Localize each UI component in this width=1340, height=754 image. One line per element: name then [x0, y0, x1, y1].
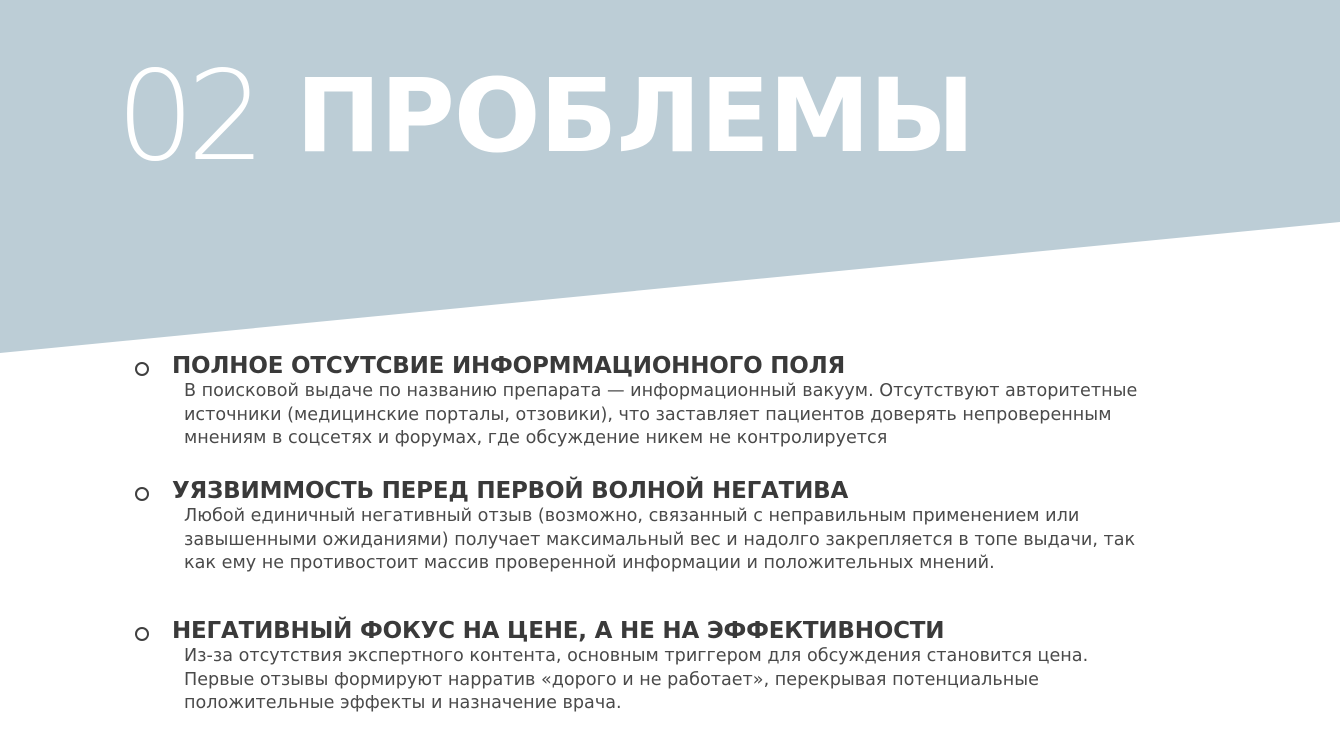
problem-description-line: Любой единичный негативный отзыв (возможно, связанный с неправильным применением или — [184, 506, 1080, 526]
problem-description-line: завышенными ожиданиями) получает максимальный вес и надолго закрепляется в топе выдачи, так — [184, 529, 1136, 550]
problem-description-line: положительные эффекты и назначение врача. — [184, 693, 622, 713]
problem-description — [184, 380, 1294, 451]
problem-description — [184, 645, 1294, 716]
problem-description-line: Первые отзывы формируют нарратив «дорого и не работает», перекрывая потенциальные — [184, 669, 1039, 690]
problem-description-line: как ему не противостоит массив проверенной информации и положительных мнений. — [184, 553, 995, 573]
hollow-circle-bullet-icon — [135, 362, 149, 376]
problem-description-line: Из-за отсутствия экспертного контента, основным триггером для обсуждения становится цена. — [184, 646, 1089, 666]
problem-description-line: мнениям в соцсетях и форумах, где обсуждение никем не контролируется — [184, 428, 888, 448]
problem-description-line: В поисковой выдаче по названию препарата — информационный вакуум. Отсутствуют авторитетные — [184, 381, 1138, 401]
problem-heading: ПОЛНОЕ ОТСУТСВИЕ ИНФОРММАЦИОННОГО ПОЛЯ — [172, 353, 846, 379]
problem-heading: УЯЗВИММОСТЬ ПЕРЕД ПЕРВОЙ ВОЛНОЙ НЕГАТИВА — [172, 478, 849, 504]
problem-heading: НЕГАТИВНЫЙ ФОКУС НА ЦЕНЕ, А НЕ НА ЭФФЕКТИВНОСТИ — [172, 618, 945, 644]
slide-number: 02 — [116, 45, 258, 189]
problem-description — [184, 505, 1294, 576]
hollow-circle-bullet-icon — [135, 627, 149, 641]
slide-title-text: ПРОБЛЕМЫ — [295, 57, 974, 176]
hollow-circle-bullet-icon — [135, 487, 149, 501]
problem-description-line: источники (медицинские порталы, отзовики), что заставляет пациентов доверять непроверенным — [184, 404, 1112, 425]
